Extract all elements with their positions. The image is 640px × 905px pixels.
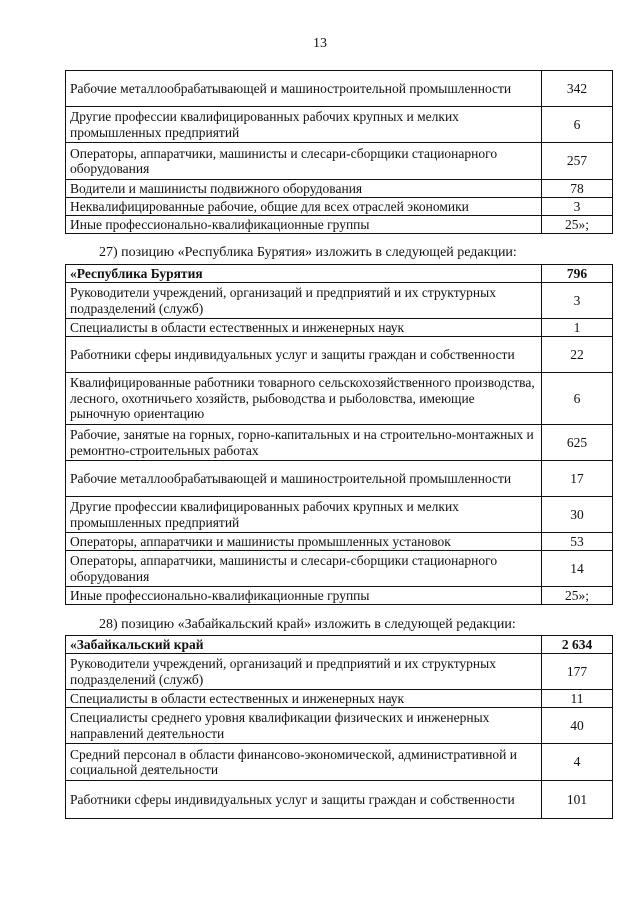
table-row bbox=[66, 337, 613, 373]
row-name: Рабочие металлообрабатывающей и машиностроительной промышленности bbox=[66, 71, 542, 107]
row-value: 625 bbox=[542, 425, 613, 461]
row-value: 17 bbox=[542, 461, 613, 497]
row-value: 3 bbox=[542, 283, 613, 319]
row-name: Руководители учреждений, организаций и предприятий и их структурных подразделений (служб) bbox=[66, 283, 542, 319]
table-row bbox=[66, 373, 613, 425]
table-row bbox=[66, 216, 613, 234]
table-row bbox=[66, 107, 613, 143]
table-row bbox=[66, 781, 613, 819]
table-row bbox=[66, 587, 613, 605]
row-value: 6 bbox=[542, 373, 613, 425]
table-row bbox=[66, 425, 613, 461]
row-name: Неквалифицированные рабочие, общие для всех отраслей экономики bbox=[66, 198, 542, 216]
row-name: Другие профессии квалифицированных рабочих крупных и мелких промышленных предприятий bbox=[66, 107, 542, 143]
table-row bbox=[66, 198, 613, 216]
row-name: Специалисты в области естественных и инженерных наук bbox=[66, 319, 542, 337]
table-continuation bbox=[65, 70, 613, 234]
row-value: 78 bbox=[542, 180, 613, 198]
row-value: 11 bbox=[542, 690, 613, 708]
table-row bbox=[66, 180, 613, 198]
table-row bbox=[66, 143, 613, 180]
table-row bbox=[66, 461, 613, 497]
row-value: 1 bbox=[542, 319, 613, 337]
table-buryatia bbox=[65, 264, 613, 605]
region-total: 796 bbox=[542, 265, 613, 283]
row-name: Другие профессии квалифицированных рабочих крупных и мелких промышленных предприятий bbox=[66, 497, 542, 533]
row-name: Средний персонал в области финансово-экономической, административной и социальной деятельности bbox=[66, 744, 542, 781]
region-name: «Забайкальский край bbox=[66, 636, 542, 654]
row-name: Рабочие, занятые на горных, горно-капитальных и на строительно-монтажных и ремонтно-строительных работах bbox=[66, 425, 542, 461]
instruction-28: 28) позицию «Забайкальский край» изложить в следующей редакции: bbox=[99, 617, 516, 632]
row-value: 30 bbox=[542, 497, 613, 533]
table-heading-row bbox=[66, 636, 613, 654]
row-value: 101 bbox=[542, 781, 613, 819]
row-name: Иные профессионально-квалификационные группы bbox=[66, 587, 542, 605]
row-value: 257 bbox=[542, 143, 613, 180]
row-name: Иные профессионально-квалификационные группы bbox=[66, 216, 542, 234]
table-heading-row bbox=[66, 265, 613, 283]
region-total: 2 634 bbox=[542, 636, 613, 654]
page-number: 13 bbox=[313, 36, 327, 51]
row-name: Водители и машинисты подвижного оборудования bbox=[66, 180, 542, 198]
row-name: Работники сферы индивидуальных услуг и защиты граждан и собственности bbox=[66, 337, 542, 373]
row-value: 40 bbox=[542, 708, 613, 744]
table-zabaikalsky bbox=[65, 635, 613, 819]
region-name: «Республика Бурятия bbox=[66, 265, 542, 283]
table-row bbox=[66, 744, 613, 781]
row-name: Квалифицированные работники товарного сельскохозяйственного производства, лесного, охотничьего хозяйств, рыбоводства и рыболовства, имеющие рыночную ориентацию bbox=[66, 373, 542, 425]
row-value: 14 bbox=[542, 551, 613, 587]
table-row bbox=[66, 497, 613, 533]
row-value: 25»; bbox=[542, 216, 613, 234]
row-value: 4 bbox=[542, 744, 613, 781]
table-row bbox=[66, 551, 613, 587]
table-row bbox=[66, 533, 613, 551]
instruction-27: 27) позицию «Республика Бурятия» изложить в следующей редакции: bbox=[99, 245, 517, 260]
row-name: Рабочие металлообрабатывающей и машиностроительной промышленности bbox=[66, 461, 542, 497]
row-value: 177 bbox=[542, 654, 613, 690]
row-value: 6 bbox=[542, 107, 613, 143]
row-name: Операторы, аппаратчики, машинисты и слесари-сборщики стационарного оборудования bbox=[66, 551, 542, 587]
row-name: Операторы, аппаратчики, машинисты и слесари-сборщики стационарного оборудования bbox=[66, 143, 542, 180]
row-value: 22 bbox=[542, 337, 613, 373]
row-value: 342 bbox=[542, 71, 613, 107]
table-row bbox=[66, 71, 613, 107]
row-name: Специалисты среднего уровня квалификации физических и инженерных направлений деятельности bbox=[66, 708, 542, 744]
row-value: 53 bbox=[542, 533, 613, 551]
row-name: Руководители учреждений, организаций и предприятий и их структурных подразделений (служб) bbox=[66, 654, 542, 690]
row-name: Специалисты в области естественных и инженерных наук bbox=[66, 690, 542, 708]
row-value: 25»; bbox=[542, 587, 613, 605]
table-row bbox=[66, 319, 613, 337]
table-row bbox=[66, 654, 613, 690]
row-name: Работники сферы индивидуальных услуг и защиты граждан и собственности bbox=[66, 781, 542, 819]
table-row bbox=[66, 708, 613, 744]
table-row bbox=[66, 283, 613, 319]
row-name: Операторы, аппаратчики и машинисты промышленных установок bbox=[66, 533, 542, 551]
table-row bbox=[66, 690, 613, 708]
row-value: 3 bbox=[542, 198, 613, 216]
